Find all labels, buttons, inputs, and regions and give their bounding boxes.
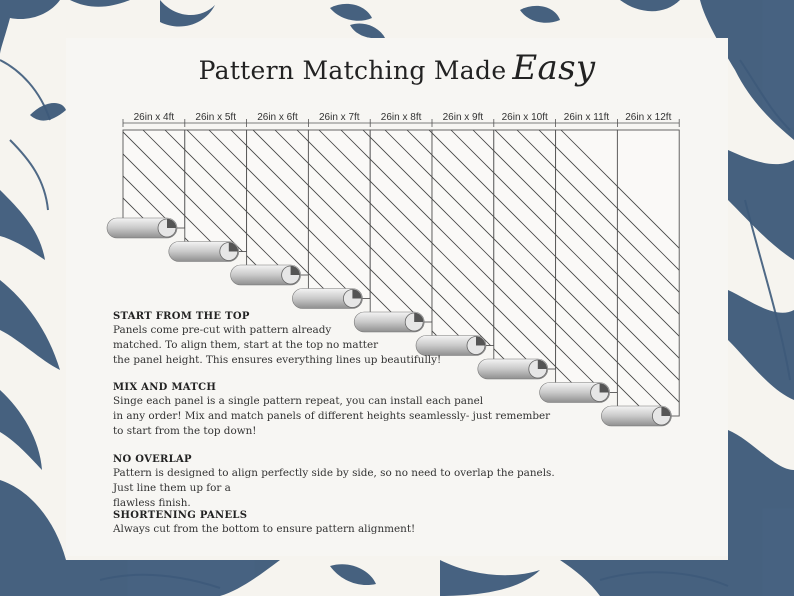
pattern-line — [0, 130, 23, 450]
pattern-line — [0, 130, 67, 450]
pattern-line — [0, 130, 67, 450]
pattern-line — [0, 130, 23, 450]
panel-sheet — [185, 130, 247, 252]
pattern-line — [0, 130, 89, 450]
wallpaper-roll-icon — [169, 242, 239, 262]
section-heading: MIX AND MATCH — [113, 382, 217, 393]
wallpaper-roll-icon — [601, 406, 671, 426]
pattern-line — [0, 130, 1, 450]
wallpaper-roll-icon — [231, 265, 301, 285]
body-line: Singe each panel is a single pattern repeat, you can install each panel — [113, 395, 484, 407]
body-line: Pattern is designed to align perfectly side by side, so no need to overlap the panels. Just line them up for a — [113, 467, 555, 494]
section-heading: NO OVERLAP — [113, 454, 192, 465]
pattern-line — [0, 130, 23, 450]
section-body — [113, 394, 573, 439]
pattern-line — [0, 130, 89, 450]
panel-sheet — [247, 130, 309, 275]
panel-size-label: 26in x 12ft — [625, 112, 672, 123]
pattern-line — [0, 130, 45, 450]
pattern-line — [0, 130, 23, 450]
pattern-line — [0, 130, 67, 450]
panel-sheet — [308, 130, 370, 299]
section-body — [113, 522, 573, 537]
pattern-line — [0, 130, 67, 450]
pattern-line — [0, 130, 111, 450]
panel-sheet — [617, 130, 679, 416]
pattern-line — [0, 130, 111, 450]
body-line: Panels come pre-cut with pattern already — [113, 324, 332, 336]
pattern-line — [0, 130, 89, 450]
pattern-line — [0, 130, 23, 450]
pattern-line — [0, 130, 45, 450]
wallpaper-roll-icon — [107, 218, 177, 238]
pattern-line — [0, 130, 23, 450]
panel-sheet — [370, 130, 432, 322]
pattern-line — [0, 130, 1, 450]
pattern-line — [0, 130, 89, 450]
panel-size-label: 26in x 5ft — [195, 112, 236, 123]
pattern-line — [0, 130, 111, 450]
pattern-line — [0, 130, 1, 450]
title-accent: Easy — [512, 48, 596, 88]
pattern-line — [0, 130, 89, 450]
section-heading: START FROM THE TOP — [113, 311, 250, 322]
pattern-line — [0, 130, 89, 450]
panel-size-label: 26in x 4ft — [133, 112, 175, 123]
pattern-line — [0, 130, 111, 450]
panel-size-label: 26in x 9ft — [442, 112, 484, 123]
title-main: Pattern Matching Made — [198, 56, 507, 85]
panel-sheet — [432, 130, 494, 346]
pattern-line — [0, 130, 89, 450]
panel-size-label: 26in x 11ft — [563, 112, 610, 123]
pattern-line — [0, 130, 1, 450]
wallpaper-roll-icon — [292, 289, 362, 309]
panel-size-label: 26in x 7ft — [319, 112, 360, 123]
pattern-line — [0, 130, 111, 450]
body-line: matched. To align them, start at the top no matter — [113, 339, 379, 351]
pattern-line — [0, 130, 111, 450]
panel-size-label: 26in x 6ft — [257, 112, 298, 123]
section-body — [113, 323, 573, 368]
body-line: in any order! Mix and match panels of different heights seamlessly- just remember — [113, 410, 551, 422]
pattern-line — [0, 130, 1, 450]
panel-size-label: 26in x 8ft — [380, 112, 422, 123]
pattern-line — [0, 130, 45, 450]
body-line: Always cut from the bottom to ensure pattern alignment! — [113, 523, 416, 535]
pattern-line — [0, 130, 23, 450]
pattern-line — [0, 130, 1, 450]
pattern-line — [0, 130, 1, 450]
pattern-line — [0, 130, 67, 450]
pattern-line — [0, 130, 111, 450]
pattern-line — [0, 130, 67, 450]
pattern-line — [0, 130, 45, 450]
panel-sheet — [123, 130, 185, 228]
body-line: the panel height. This ensures everything lines up beautifully! — [113, 354, 442, 366]
pattern-line — [0, 130, 23, 450]
section-body — [113, 466, 573, 511]
section-heading: SHORTENING PANELS — [113, 510, 248, 521]
pattern-line — [0, 130, 23, 450]
pattern-line — [0, 130, 45, 450]
pattern-line — [0, 130, 1, 450]
pattern-line — [0, 130, 45, 450]
pattern-line — [0, 130, 1, 450]
pattern-line — [0, 130, 45, 450]
pattern-line — [0, 130, 111, 450]
pattern-line — [0, 130, 111, 450]
panel-size-label: 26in x 10ft — [501, 112, 548, 123]
pattern-line — [0, 130, 89, 450]
pattern-line — [0, 130, 89, 450]
pattern-line — [0, 130, 67, 450]
pattern-line — [0, 130, 45, 450]
pattern-line — [0, 130, 67, 450]
body-line: flawless finish. — [113, 497, 191, 509]
pattern-line — [0, 130, 45, 450]
pattern-line — [0, 130, 67, 450]
body-line: to start from the top down! — [113, 425, 257, 437]
